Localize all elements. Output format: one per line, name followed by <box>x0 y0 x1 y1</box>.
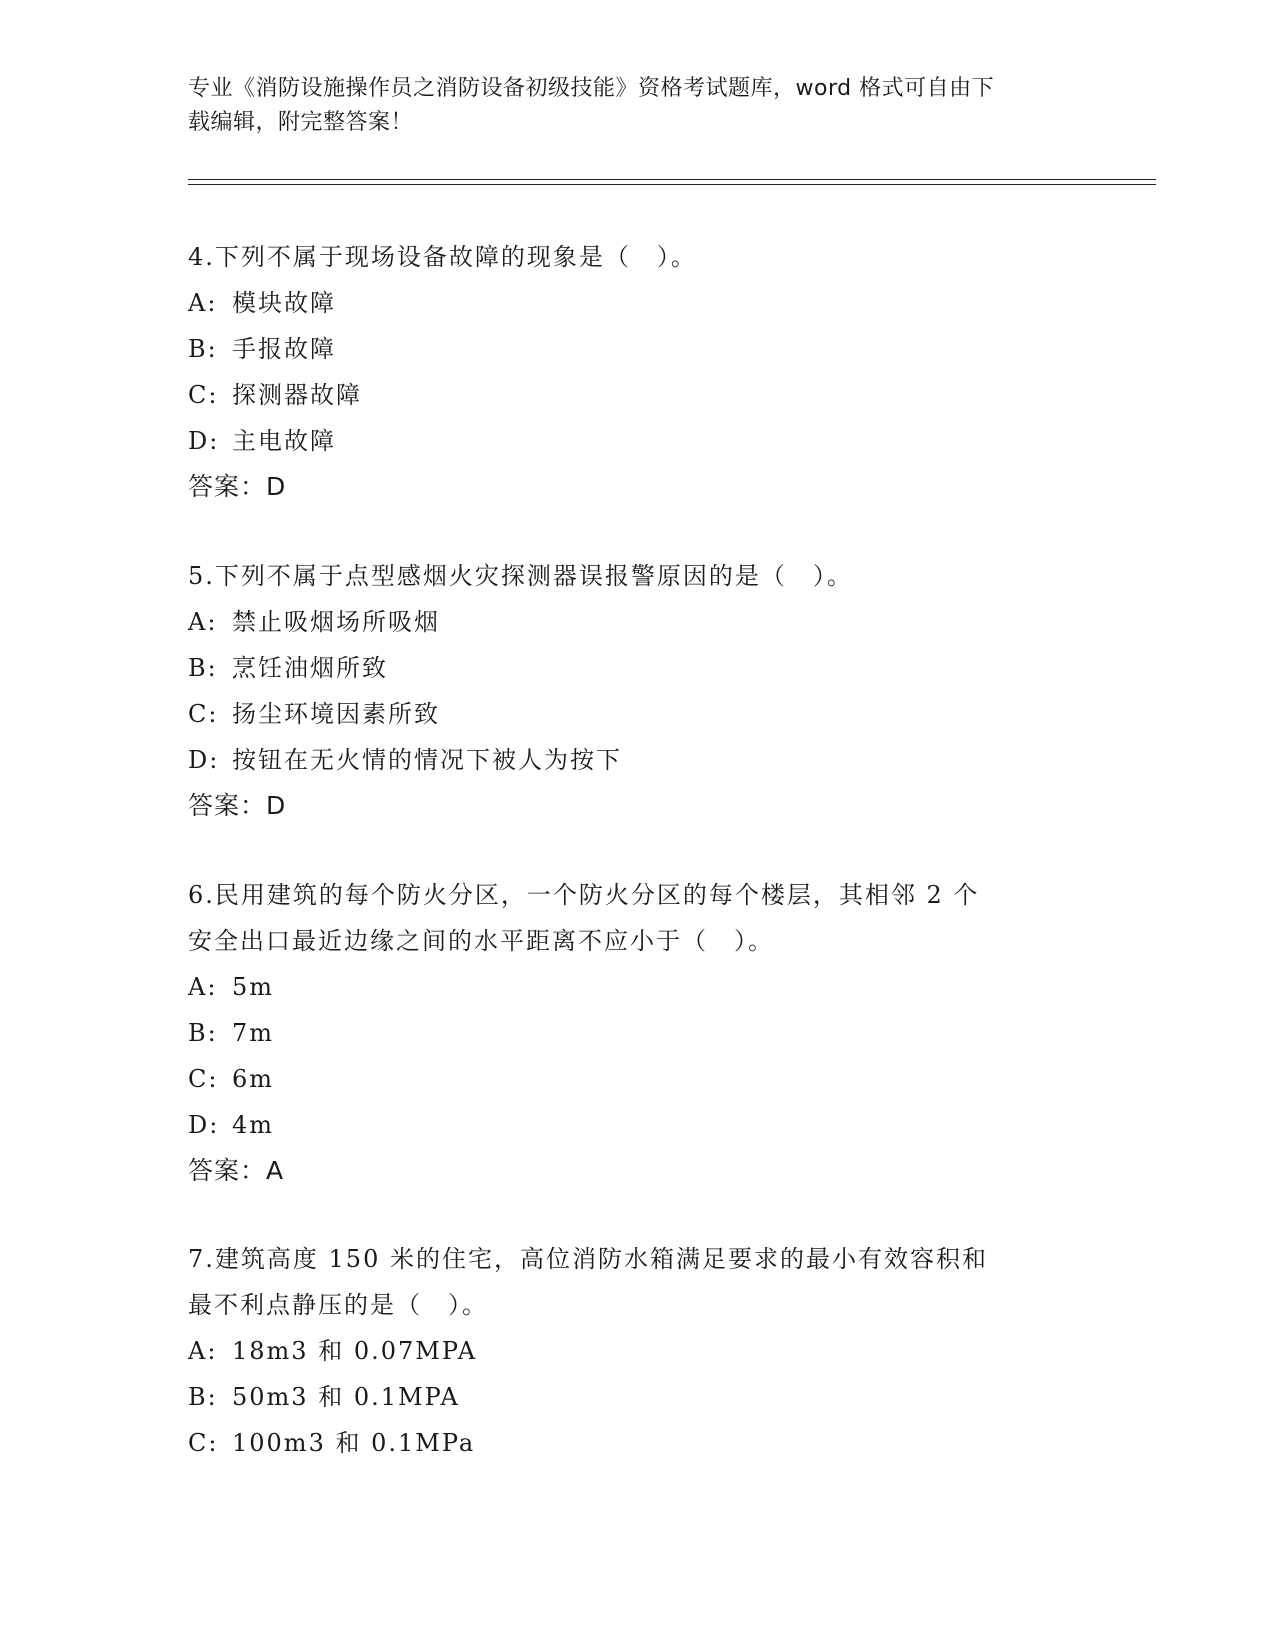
document-header <box>188 72 1068 140</box>
option-letter: A: <box>188 1337 218 1365</box>
option-c <box>188 372 1068 418</box>
option-a <box>188 1328 1068 1374</box>
option-text: 18m3 和 0.07MPA <box>232 1337 478 1365</box>
option-letter: C: <box>188 700 219 728</box>
header-divider-top <box>188 179 1156 180</box>
option-letter: D: <box>188 427 220 455</box>
option-letter: D: <box>188 746 220 774</box>
option-b <box>188 1010 1068 1056</box>
option-text: 4m <box>232 1111 275 1139</box>
question-stem: 5.下列不属于点型感烟火灾探测器误报警原因的是（ ）。 <box>188 562 853 590</box>
question-stem: 4.下列不属于现场设备故障的现象是（ ）。 <box>188 243 697 271</box>
option-text: 5m <box>232 973 275 1001</box>
question-stem-line-2: 安全出口最近边缘之间的水平距离不应小于（ ）。 <box>188 927 774 955</box>
answer-line: 答案：D <box>188 791 287 820</box>
header-divider-bottom <box>188 184 1156 185</box>
option-letter: A: <box>188 608 218 636</box>
option-letter: B: <box>188 335 218 363</box>
option-text: 扬尘环境因素所致 <box>232 700 440 728</box>
option-letter: C: <box>188 381 219 409</box>
option-text: 手报故障 <box>232 335 336 363</box>
option-d <box>188 418 1068 464</box>
option-a <box>188 280 1068 326</box>
option-letter: A: <box>188 973 218 1001</box>
option-text: 烹饪油烟所致 <box>232 654 388 682</box>
option-c <box>188 1420 1068 1466</box>
option-letter: B: <box>188 1383 218 1411</box>
option-b <box>188 1374 1068 1420</box>
option-text: 6m <box>232 1065 275 1093</box>
question-4 <box>188 234 1068 510</box>
answer-line: 答案：D <box>188 472 287 501</box>
option-text: 主电故障 <box>232 427 336 455</box>
option-a <box>188 964 1068 1010</box>
question-stem-line-1: 7.建筑高度 150 米的住宅，高位消防水箱满足要求的最小有效容积和 <box>188 1245 988 1273</box>
option-letter: B: <box>188 654 218 682</box>
question-6 <box>188 872 1068 1194</box>
option-text: 禁止吸烟场所吸烟 <box>232 608 440 636</box>
option-text: 100m3 和 0.1MPa <box>232 1429 476 1457</box>
option-text: 模块故障 <box>232 289 336 317</box>
option-text: 探测器故障 <box>232 381 362 409</box>
option-letter: B: <box>188 1019 218 1047</box>
option-letter: A: <box>188 289 218 317</box>
option-letter: C: <box>188 1065 219 1093</box>
option-d <box>188 737 1068 783</box>
question-5 <box>188 553 1068 829</box>
option-text: 按钮在无火情的情况下被人为按下 <box>232 746 622 774</box>
question-stem-line-1: 6.民用建筑的每个防火分区，一个防火分区的每个楼层，其相邻 2 个 <box>188 881 980 909</box>
option-c <box>188 1056 1068 1102</box>
option-letter: C: <box>188 1429 219 1457</box>
option-text: 50m3 和 0.1MPA <box>232 1383 460 1411</box>
answer-line: 答案：A <box>188 1156 285 1185</box>
option-c <box>188 691 1068 737</box>
option-b <box>188 326 1068 372</box>
option-d <box>188 1102 1068 1148</box>
question-stem-line-2: 最不利点静压的是（ ）。 <box>188 1291 488 1319</box>
option-letter: D: <box>188 1111 220 1139</box>
option-text: 7m <box>232 1019 275 1047</box>
header-line-1: 专业《消防设施操作员之消防设备初级技能》资格考试题库，word 格式可自由下 <box>188 76 995 101</box>
header-line-2: 载编辑，附完整答案！ <box>188 110 414 135</box>
option-a <box>188 599 1068 645</box>
question-7 <box>188 1236 1068 1466</box>
option-b <box>188 645 1068 691</box>
